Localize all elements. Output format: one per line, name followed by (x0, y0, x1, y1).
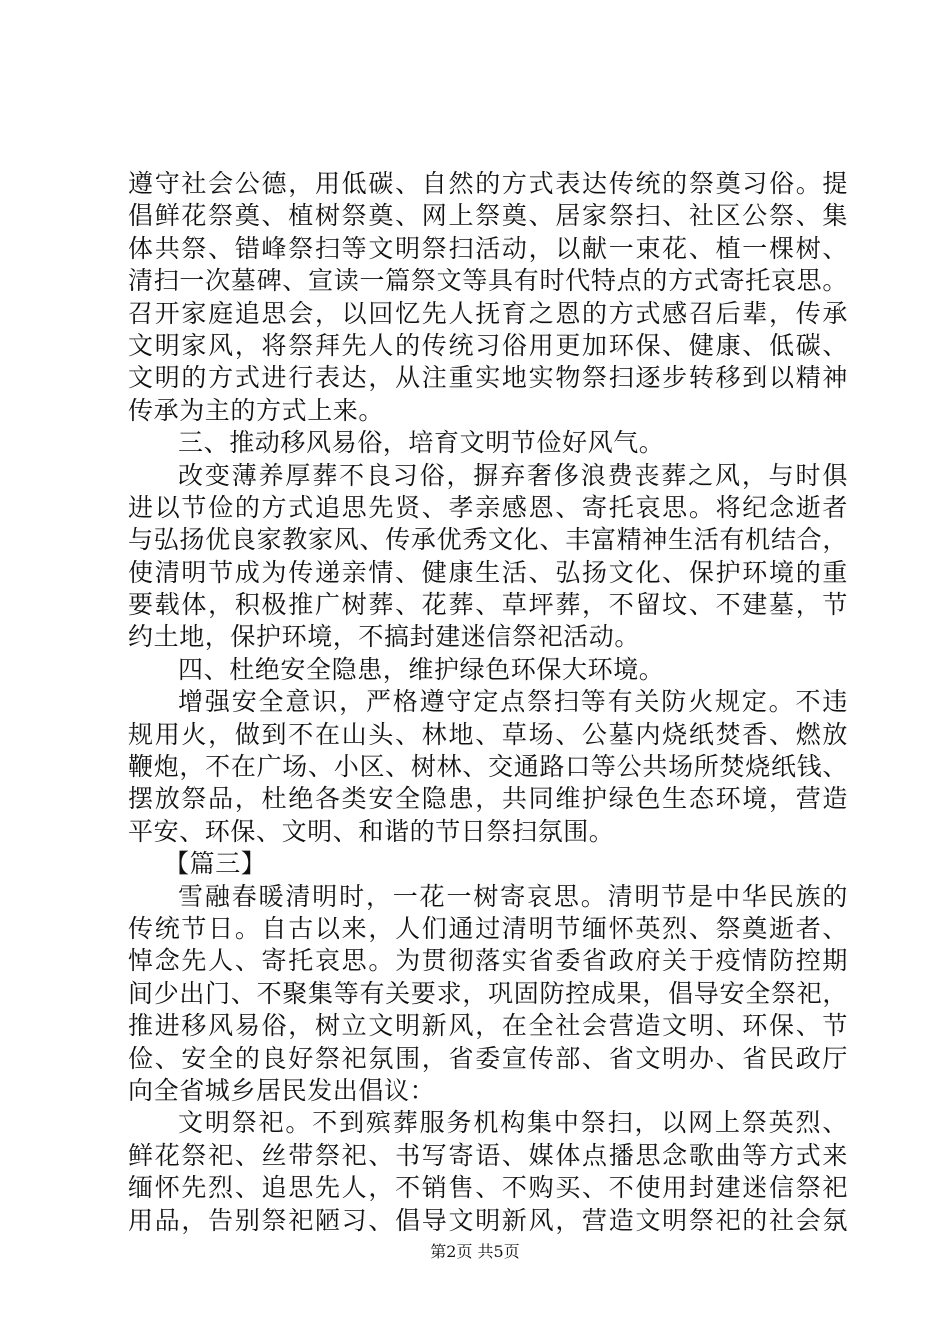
text-line: 与弘扬优良家教家风、传承优秀文化、丰富精神生活有机结合， (128, 525, 848, 555)
part-heading: 【篇三】 (164, 849, 267, 879)
section-heading: 三、推动移风易俗，培育文明节俭好风气。 (178, 428, 665, 458)
text-line: 平安、环保、文明、和谐的节日祭扫氛围。 (128, 816, 615, 846)
text-line: 文明家风，将祭拜先人的传统习俗用更加环保、健康、低碳、 (128, 330, 848, 360)
document-body (128, 168, 848, 1237)
text-line: 清扫一次墓碑、宣读一篇祭文等具有时代特点的方式寄托哀思。 (128, 266, 848, 296)
text-line: 缅怀先烈、追思先人，不销售、不购买、不使用封建迷信祭祀 (128, 1173, 848, 1203)
text-line: 改变薄养厚葬不良习俗，摒弃奢侈浪费丧葬之风，与时俱 (178, 460, 848, 490)
text-line: 倡鲜花祭奠、植树祭奠、网上祭奠、居家祭扫、社区公祭、集 (128, 201, 848, 231)
text-line: 用品，告别祭祀陋习、倡导文明新风，营造文明祭祀的社会氛 (128, 1205, 848, 1235)
text-line: 鲜花祭祀、丝带祭祀、书写寄语、媒体点播思念歌曲等方式来 (128, 1140, 848, 1170)
text-line: 推进移风易俗，树立文明新风，在全社会营造文明、环保、节 (128, 1011, 848, 1041)
text-line: 悼念先人、寄托哀思。为贯彻落实省委省政府关于疫情防控期 (128, 946, 848, 976)
text-line: 体共祭、错峰祭扫等文明祭扫活动，以献一束花、植一棵树、 (128, 233, 848, 263)
text-line: 遵守社会公德，用低碳、自然的方式表达传统的祭奠习俗。提 (128, 169, 848, 198)
text-line: 进以节俭的方式追思先贤、孝亲感恩、寄托哀思。将纪念逝者 (128, 492, 848, 522)
text-line: 雪融春暖清明时，一花一树寄哀思。清明节是中华民族的 (178, 881, 848, 911)
text-line: 鞭炮，不在广场、小区、树林、交通路口等公共场所焚烧纸钱、 (128, 752, 848, 782)
text-line: 摆放祭品，杜绝各类安全隐患，共同维护绿色生态环境，营造 (128, 784, 848, 814)
text-line: 传承为主的方式上来。 (128, 395, 385, 425)
text-line: 文明的方式进行表达，从注重实地实物祭扫逐步转移到以精神 (128, 363, 848, 393)
text-line: 间少出门、不聚集等有关要求，巩固防控成果，倡导安全祭祀， (128, 978, 848, 1008)
text-line: 传统节日。自古以来，人们通过清明节缅怀英烈、祭奠逝者、 (128, 913, 848, 943)
text-line: 使清明节成为传递亲情、健康生活、弘扬文化、保护环境的重 (128, 557, 848, 587)
text-line: 约土地，保护环境，不搞封建迷信祭祀活动。 (128, 622, 641, 652)
text-line: 向全省城乡居民发出倡议： (128, 1075, 436, 1105)
text-line: 俭、安全的良好祭祀氛围，省委宣传部、省文明办、省民政厅 (128, 1043, 848, 1073)
section-heading: 四、杜绝安全隐患，维护绿色环保大环境。 (178, 654, 665, 684)
text-line: 增强安全意识，严格遵守定点祭扫等有关防火规定。不违 (178, 687, 848, 717)
text-line: 要载体，积极推广树葬、花葬、草坪葬，不留坟、不建墓，节 (128, 590, 848, 620)
text-line: 规用火，做到不在山头、林地、草场、公墓内烧纸焚香、燃放 (128, 719, 848, 749)
page-number-footer: 第2页 共5页 (430, 1242, 520, 1261)
text-line: 文明祭祀。不到殡葬服务机构集中祭扫，以网上祭英烈、 (178, 1108, 848, 1138)
text-line: 召开家庭追思会，以回忆先人抚育之恩的方式感召后辈，传承 (128, 298, 848, 328)
